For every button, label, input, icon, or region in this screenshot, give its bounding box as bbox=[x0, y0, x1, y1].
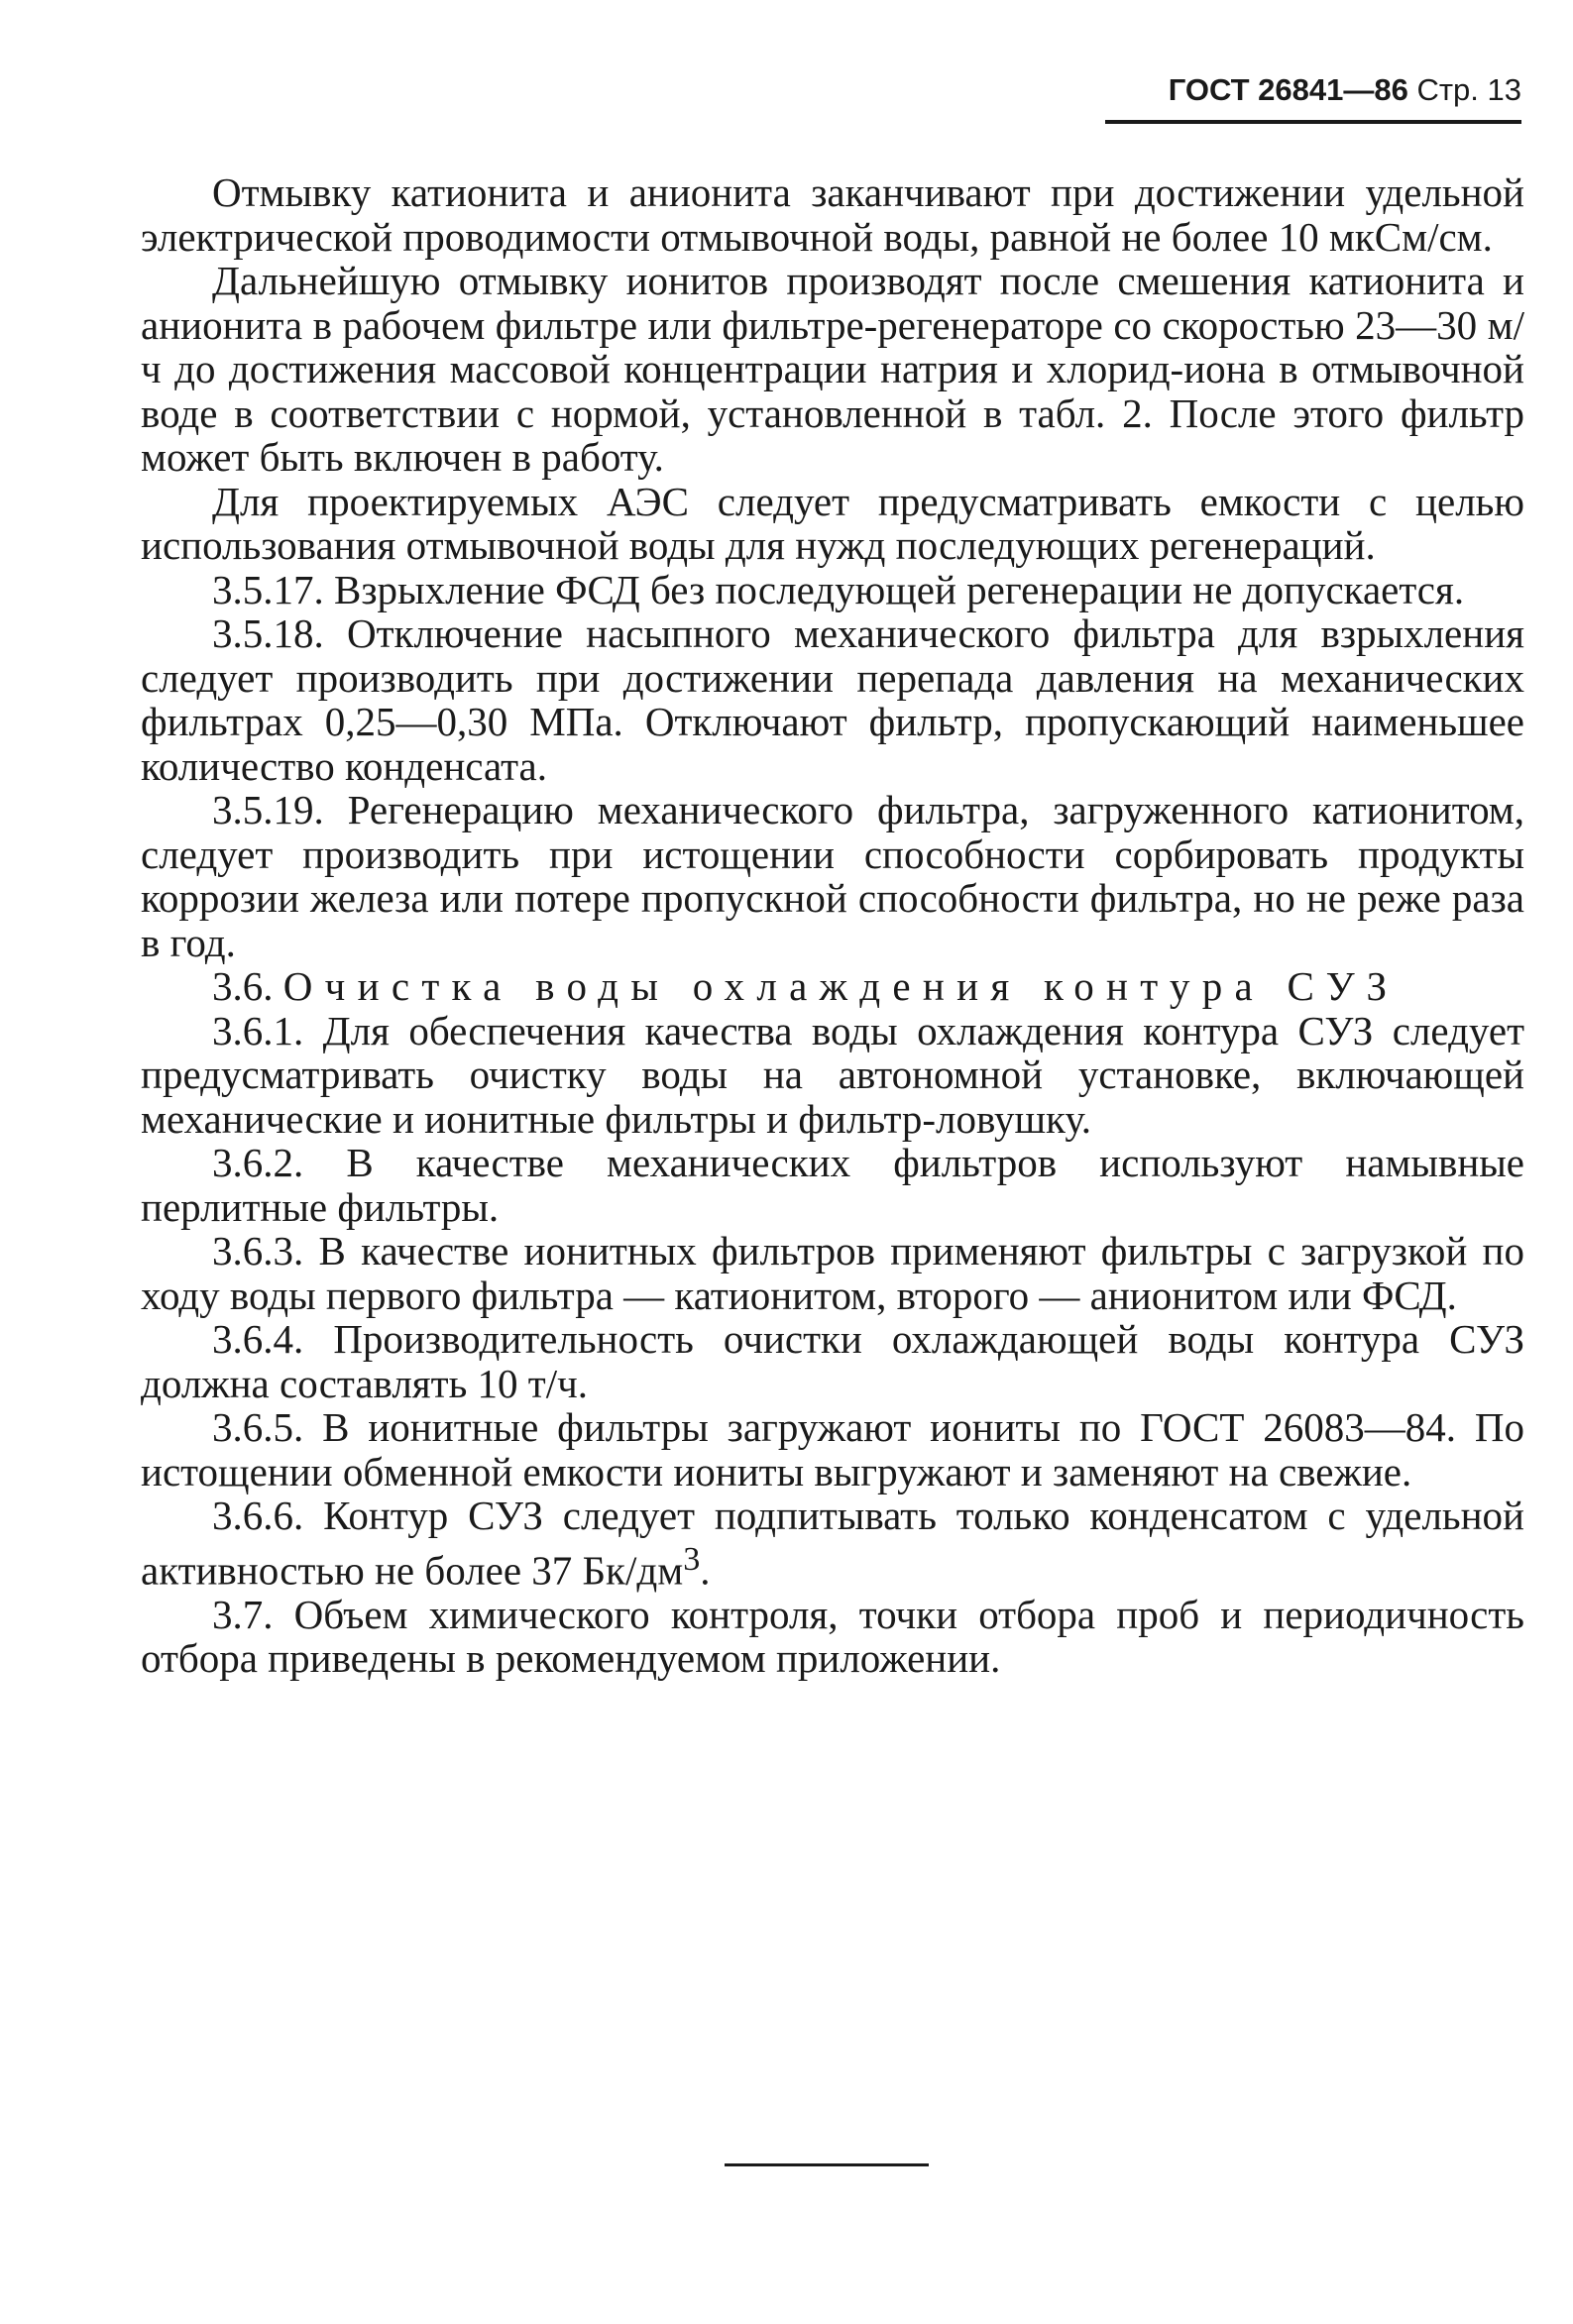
superscript-cubed: 3 bbox=[683, 1540, 701, 1578]
paragraph-3-6-6-suffix: . bbox=[700, 1547, 711, 1594]
paragraph-3-6-5: 3.6.5. В ионитные фильтры загружают иониты по ГОСТ 26083—84. По истощении обменной емкости иониты выгружают и заменяют на свежие. bbox=[141, 1404, 1524, 1494]
paragraph-3-5-17: 3.5.17. Взрыхление ФСД без последующей регенерации не допускается. bbox=[212, 566, 1465, 612]
paragraph-3-5-19: 3.5.19. Регенерацию механического фильтра, загруженного катионитом, следует производить при истощении способности сорбировать продукты коррозии железа или потере пропускной способности фильтра, но не реже раза в год. bbox=[141, 787, 1524, 965]
paragraph-3-6-1: 3.6.1. Для обеспечения качества воды охлаждения контура СУЗ следует предусматривать очистку воды на автономной установке, включающей механические и ионитные фильтры и фильтр-ловушку. bbox=[141, 1007, 1524, 1142]
paragraph-3-6-6 bbox=[141, 1494, 1524, 1593]
end-rule bbox=[725, 2163, 929, 2166]
section-3-6-heading bbox=[141, 964, 1524, 1009]
paragraph-rinse-end: Отмывку катионита и анионита заканчивают при достижении удельной электрической проводимости отмывочной воды, равной не более 10 мкСм/см. bbox=[141, 169, 1524, 260]
page-number: Стр. 13 bbox=[1416, 72, 1521, 107]
paragraph-3-7: 3.7. Объем химического контроля, точки отбора проб и периодичность отбора приведены в рекомендуемом приложении. bbox=[141, 1591, 1524, 1682]
paragraph-3-5-18: 3.5.18. Отключение насыпного механического фильтра для взрыхления следует производить при достижении перепада давления на механических фильтрах 0,25—0,30 МПа. Отключают фильтр, пропускающий наименьшее количество конденсата. bbox=[141, 610, 1524, 789]
page-header bbox=[1095, 71, 1521, 109]
section-3-6-title: Очистка воды охлаждения контура СУЗ bbox=[282, 963, 1400, 1009]
header-rule bbox=[1105, 120, 1521, 124]
document-body bbox=[141, 170, 1524, 1681]
paragraph-3-6-3: 3.6.3. В качестве ионитных фильтров применяют фильтры с загрузкой по ходу воды первого фильтра — катионитом, второго — анионитом или ФСД. bbox=[141, 1228, 1524, 1318]
paragraph-3-6-6-text: 3.6.6. Контур СУЗ следует подпитывать только конденсатом с удельной активностью не более 37 Бк/дм bbox=[141, 1493, 1524, 1594]
section-3-6-number: 3.6. bbox=[212, 963, 274, 1009]
paragraph-further-rinse: Дальнейшую отмывку ионитов производят после смешения катионита и анионита в рабочем фильтре или фильтре-регенераторе со скоростью 23—30 м/ч до достижения массовой концентрации натрия и хлорид-иона в отмывочной воде в соответствии с нормой, установленной в табл. 2. После этого фильтр может быть включен в работу. bbox=[141, 258, 1524, 480]
paragraph-3-6-4: 3.6.4. Производительность очистки охлаждающей воды контура СУЗ должна составлять 10 т/ч. bbox=[141, 1316, 1524, 1406]
paragraph-rinse-tanks: Для проектируемых АЭС следует предусматривать емкости с целью использования отмывочной воды для нужд последующих регенераций. bbox=[141, 478, 1524, 568]
paragraph-3-6-2: 3.6.2. В качестве механических фильтров используют намывные перлитные фильтры. bbox=[141, 1140, 1524, 1230]
standard-number: ГОСТ 26841—86 bbox=[1168, 72, 1408, 107]
